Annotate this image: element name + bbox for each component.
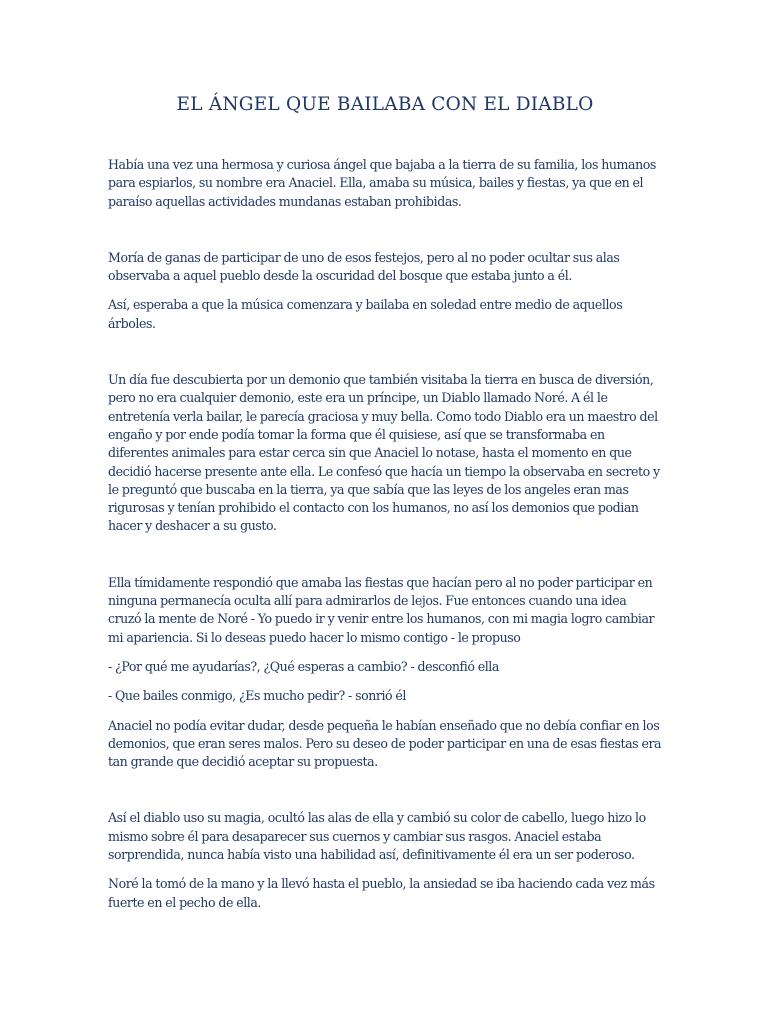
paragraph-4: Un día fue descubierta por un demonio que también visitaba la tierra en busca de diversión, pero no era cualquier demonio, este era un príncipe, un Diablo llamado Noré. A él le entretenía verla bailar, le parecía graciosa y muy bella. Como todo Diablo era un maestro del engaño y por ende podía tomar la forma que él quisiese, así que se transformaba en diferentes animales para estar cerca sin que Anaciel lo notase, hasta el momento en que decidió hacerse presente ante ella. Le confesó que hacía un tiempo la observaba en secreto y le preguntó que buscaba en la tierra, ya que sabía que las leyes de los angeles eran mas rigurosas y tenían prohibido el contacto con los humanos, no así los demonios que podian hacer y deshacer a su gusto. xyxy=(108,372,660,534)
paragraph-8: Noré la tomó de la mano y la llevó hasta el pueblo, la ansiedad se iba haciendo cada vez más fuerte en el pecho de ella. xyxy=(108,876,655,910)
paragraph-5: Ella tímidamente respondió que amaba las fiestas que hacían pero al no poder participar en ninguna permanecía oculta allí para admirarlos de lejos. Fue entonces cuando una idea cruzó la mente de Noré - Yo puedo ir y venir entre los humanos, con mi magia logro cambiar mi apariencia. Si lo deseas puedo hacer lo mismo contigo - le propuso xyxy=(108,574,655,645)
paragraph-2: Moría de ganas de participar de uno de esos festejos, pero al no poder ocultar sus alas observaba a aquel pueblo desde la oscuridad del bosque que estaba junto a él. xyxy=(108,249,620,284)
dialogue-line-2: - Que bailes conmigo, ¿Es mucho pedir? - sonrió él xyxy=(108,688,406,704)
paragraph-1: Había una vez una hermosa y curiosa ángel que bajaba a la tierra de su familia, los humanos para espiarlos, su nombre era Anaciel. Ella, amaba su música, bailes y fiestas, ya que en el paraíso aquellas actividades mundanas estaban prohibidas. xyxy=(108,157,656,209)
paragraph-6: Anaciel no podía evitar dudar, desde pequeña le habían enseñado que no debía confiar en los demonios, que eran seres malos. Pero su deseo de poder participar en una de esas fiestas era tan grande que decidió aceptar su propuesta. xyxy=(108,717,662,770)
paragraph-3: Así, esperaba a que la música comenzara y bailaba en soledad entre medio de aquellos árboles. xyxy=(108,297,623,331)
dialogue-line-1: - ¿Por qué me ayudarías?, ¿Qué esperas a cambio? - desconfió ella xyxy=(108,658,499,674)
document-title: EL ÁNGEL QUE BAILABA CON EL DIABLO xyxy=(176,94,594,115)
paragraph-7: Así el diablo uso su magia, ocultó las alas de ella y cambió su color de cabello, luego hizo lo mismo sobre él para desaparecer sus cuernos y cambiar sus rasgos. Anaciel estaba sorprendida, nunca había visto una habilidad así, definitivamente él era un ser poderoso. xyxy=(108,810,646,863)
